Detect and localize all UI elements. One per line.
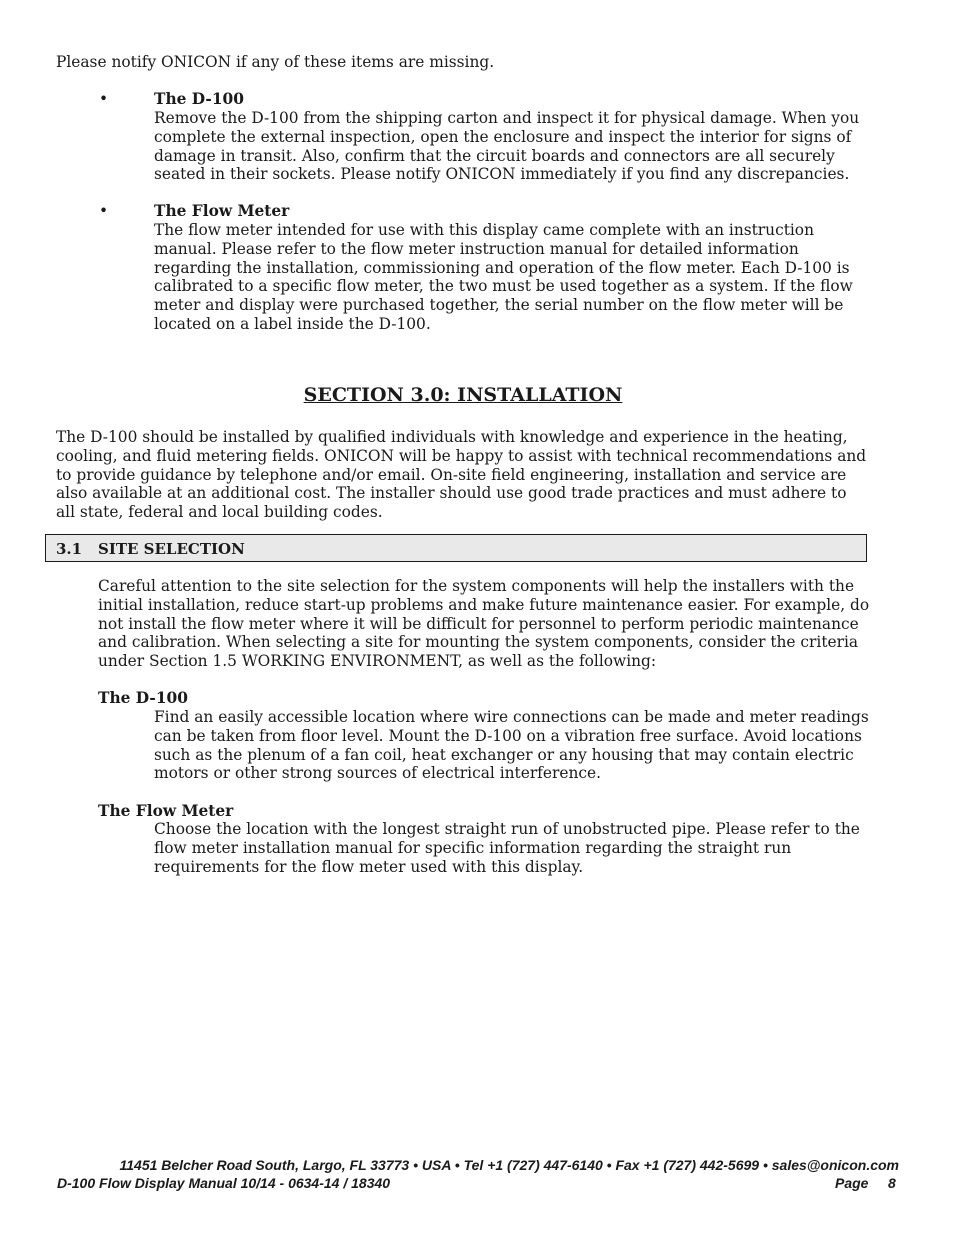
footer-page-label: Page <box>835 1175 869 1191</box>
item-2-title: The Flow Meter <box>154 202 290 220</box>
subsection-title: SITE SELECTION <box>98 540 245 558</box>
site-d100-body: Find an easily accessible location where wire connections can be made and meter readings can be taken from floor level. Mount the D-100 on a vibration free surface. Avoid locations such as the plenum of a fan coil, heat exchanger or any housing that may contain electric motors or other strong sources of electrical interference. <box>154 708 869 783</box>
footer-manual-info: D-100 Flow Display Manual 10/14 - 0634-14 / 18340 <box>57 1175 391 1191</box>
bullet-2: • <box>99 202 109 220</box>
site-d100-title: The D-100 <box>98 689 188 707</box>
section-title: SECTION 3.0: INSTALLATION <box>303 384 623 406</box>
subsection-header-bar <box>45 534 867 562</box>
subsection-body: Careful attention to the site selection for the system components will help the installers with the initial installation, reduce start-up problems and make future maintenance easier. For example, do not install the flow meter where it will be difficult for personnel to perform periodic maintenance and calibration. When selecting a site for mounting the system components, consider the criteria under Section 1.5 WORKING ENVIRONMENT, as well as the following: <box>98 577 870 671</box>
item-1-title: The D-100 <box>154 90 244 108</box>
intro-text: Please notify ONICON if any of these items are missing. <box>56 53 495 71</box>
footer-address: 11451 Belcher Road South, Largo, FL 33773 • USA • Tel +1 (727) 447-6140 • Fax +1 (727) 442-5699 • sales@onicon.com <box>119 1157 899 1173</box>
bullet-1: • <box>99 90 109 108</box>
item-2-body: The flow meter intended for use with this display came complete with an instruction manual. Please refer to the flow meter instruction manual for detailed information regarding the installation, commissioning and operation of the flow meter. Each D-100 is calibrated to a specific flow meter, the two must be used together as a system. If the flow meter and display were purchased together, the serial number on the flow meter will be located on a label inside the D-100. <box>154 221 853 333</box>
site-flowmeter-title: The Flow Meter <box>98 802 234 820</box>
section-body: The D-100 should be installed by qualified individuals with knowledge and experience in the heating, cooling, and fluid metering fields. ONICON will be happy to assist with technical recommendations and to provide guidance by telephone and/or email. On-site field engineering, installation and service are also available at an additional cost. The installer should use good trade practices and must adhere to all state, federal and local building codes. <box>56 428 867 522</box>
footer-page-number: 8 <box>888 1175 896 1191</box>
item-1-body: Remove the D-100 from the shipping carton and inspect it for physical damage. When you complete the external inspection, open the enclosure and inspect the interior for signs of damage in transit. Also, confirm that the circuit boards and connectors are all securely seated in their sockets. Please notify ONICON immediately if you find any discrepancies. <box>154 109 860 184</box>
site-flowmeter-body: Choose the location with the longest straight run of unobstructed pipe. Please refer to the flow meter installation manual for specific information regarding the straight run requirements for the flow meter used with this display. <box>154 820 860 876</box>
subsection-number: 3.1 <box>56 540 83 558</box>
